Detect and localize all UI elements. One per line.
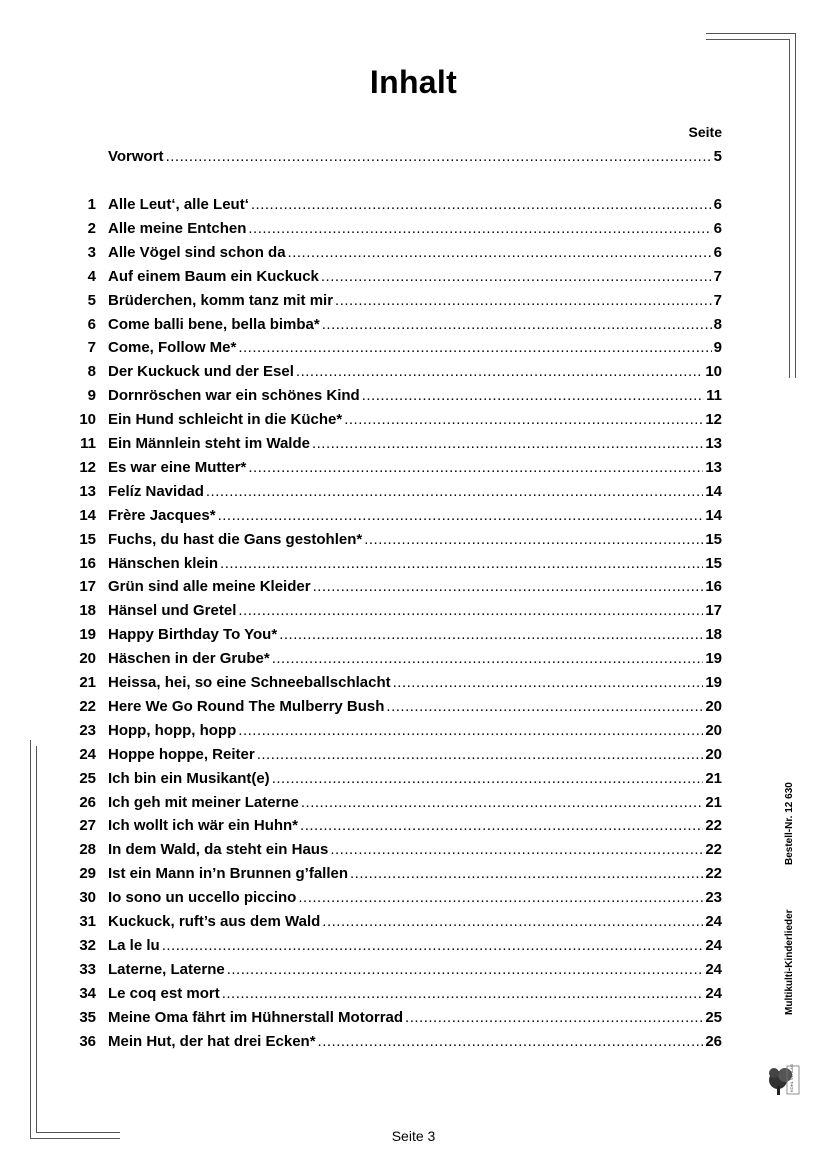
toc-leader-dots <box>335 292 712 309</box>
frame-top-right-horizontal <box>706 33 795 34</box>
toc-page: 6 <box>713 196 722 213</box>
toc-number: 11 <box>80 435 96 452</box>
toc-leader-dots <box>238 602 703 619</box>
toc-number: 26 <box>79 793 96 811</box>
toc-title: Es war eine Mutter* <box>108 458 247 476</box>
toc-leader-dots <box>248 459 703 476</box>
toc-leader-dots <box>330 841 703 858</box>
toc-number: 36 <box>79 1032 96 1050</box>
toc-leader-dots <box>227 961 704 978</box>
toc-page: 25 <box>705 1008 722 1026</box>
toc-page: 14 <box>705 482 722 500</box>
toc-entry <box>70 578 722 598</box>
toc-entry <box>70 961 722 981</box>
toc-title: Hopp, hopp, hopp <box>108 721 237 739</box>
toc-title: Frère Jacques* <box>108 506 216 524</box>
toc-leader-dots <box>279 626 703 643</box>
toc-leader-dots <box>322 316 712 333</box>
toc-entry <box>70 770 722 790</box>
toc-page: 20 <box>705 745 722 763</box>
toc-number: 6 <box>87 315 96 333</box>
toc-leader-dots <box>350 865 703 882</box>
toc-number: 33 <box>79 960 96 978</box>
toc-entry <box>70 913 722 933</box>
toc-entry <box>70 674 722 694</box>
toc-page: 24 <box>705 913 722 930</box>
toc-entry <box>70 937 722 957</box>
toc-leader-dots <box>296 363 703 380</box>
toc-title: Io sono un uccello piccino <box>108 889 297 907</box>
toc-entry <box>70 268 722 288</box>
toc-number: 5 <box>87 291 96 309</box>
toc-title: Auf einem Baum ein Kuckuck <box>108 267 319 285</box>
toc-entry <box>70 602 722 622</box>
toc-leader-dots <box>238 722 703 739</box>
toc-entry <box>70 435 722 455</box>
publisher-logo-icon <box>766 1062 800 1096</box>
toc-number: 31 <box>79 913 96 930</box>
page-footer: Seite 3 <box>391 1128 436 1144</box>
toc-title: Le coq est mort <box>108 984 220 1002</box>
toc-page: 17 <box>705 602 722 620</box>
toc-leader-dots <box>251 196 712 213</box>
toc-title: Heissa, hei, so eine Schneeballschlacht <box>108 674 391 691</box>
toc-entry <box>70 316 722 336</box>
toc-title: Meine Oma fährt im Hühnerstall Motorrad <box>108 1008 404 1026</box>
toc-leader-dots <box>301 794 703 811</box>
toc-entry <box>70 650 722 670</box>
toc-page: 23 <box>705 889 722 907</box>
toc-leader-dots <box>386 698 703 715</box>
toc-entry <box>70 626 722 646</box>
toc-number: 8 <box>87 363 96 381</box>
order-number: Bestell-Nr. 12 630 <box>784 782 795 865</box>
frame-bottom-left-vertical <box>30 740 31 1138</box>
toc-entry <box>70 531 722 551</box>
toc-number: 28 <box>79 841 96 859</box>
toc-leader-dots <box>393 674 704 691</box>
toc-entry <box>70 698 722 718</box>
toc-number: 29 <box>79 865 96 883</box>
toc-leader-dots <box>313 578 704 595</box>
toc-entry <box>70 244 722 264</box>
toc-leader-dots <box>321 268 712 285</box>
toc-leader-dots <box>405 1009 703 1026</box>
toc-entry <box>70 507 722 527</box>
toc-leader-dots <box>344 411 703 428</box>
toc-number: 7 <box>87 339 96 357</box>
toc-entry <box>70 363 722 383</box>
toc-leader-dots <box>298 889 703 906</box>
toc-leader-dots <box>166 148 712 165</box>
toc-title: Ist ein Mann in’n Brunnen g’fallen <box>108 865 349 883</box>
toc-entry <box>70 459 722 479</box>
toc-page: 10 <box>705 363 722 381</box>
toc-page: 26 <box>705 1032 722 1050</box>
toc-title: Ein Männlein steht im Walde <box>108 435 310 452</box>
toc-page: 12 <box>705 411 722 429</box>
toc-number: 15 <box>79 530 96 548</box>
toc-number: 2 <box>87 219 96 237</box>
toc-entry <box>70 220 722 240</box>
toc-title: Dornröschen war ein schönes Kind <box>108 387 360 405</box>
toc-page: 14 <box>705 506 722 524</box>
toc-page: 24 <box>705 984 722 1002</box>
toc-leader-dots <box>318 1033 704 1050</box>
toc-number: 27 <box>79 817 96 835</box>
toc-page: 5 <box>713 148 722 165</box>
toc-entry <box>70 746 722 766</box>
toc-number: 18 <box>79 602 96 620</box>
toc-entry <box>70 841 722 861</box>
toc-title: Brüderchen, komm tanz mit mir <box>108 291 334 309</box>
toc-entry <box>70 889 722 909</box>
toc-entry <box>70 794 722 814</box>
toc-number: 30 <box>79 889 96 907</box>
toc-number: 22 <box>79 697 96 715</box>
toc-title: Ich geh mit meiner Laterne <box>108 793 299 811</box>
frame-bottom-left-vertical-inner <box>36 746 37 1132</box>
toc-leader-dots <box>206 483 703 500</box>
toc-page: 20 <box>705 697 722 715</box>
toc-title: Hänschen klein <box>108 554 219 572</box>
toc-title: Alle meine Entchen <box>108 219 247 237</box>
toc-number: 13 <box>79 482 96 500</box>
page-title: Inhalt <box>369 64 458 100</box>
toc-title: Häschen in der Grube* <box>108 650 270 668</box>
toc-entry <box>70 196 722 216</box>
toc-number: 25 <box>79 769 96 787</box>
toc-leader-dots <box>322 913 703 930</box>
toc-title: Ich wollt ich wär ein Huhn* <box>108 817 299 835</box>
toc-title: Fuchs, du hast die Gans gestohlen* <box>108 530 363 548</box>
toc-title: In dem Wald, da steht ein Haus <box>108 841 329 859</box>
toc-page: 20 <box>705 721 722 739</box>
toc-number: 21 <box>79 674 96 691</box>
toc-number: 20 <box>79 650 96 668</box>
toc-entry <box>70 985 722 1005</box>
toc-leader-dots <box>162 937 704 954</box>
toc-title: Kuckuck, ruft’s aus dem Wald <box>108 913 321 930</box>
toc-title: Alle Vögel sind schon da <box>108 243 286 261</box>
toc-number: 17 <box>79 578 96 596</box>
toc-page: 18 <box>705 626 722 644</box>
toc-page: 6 <box>713 243 722 261</box>
toc-number: 32 <box>79 936 96 954</box>
toc-title: Mein Hut, der hat drei Ecken* <box>108 1032 316 1050</box>
toc-entry <box>70 387 722 407</box>
toc-number: 9 <box>87 387 96 405</box>
toc-title: Come balli bene, bella bimba* <box>108 315 320 333</box>
toc-title: Happy Birthday To You* <box>108 626 278 644</box>
toc-leader-dots <box>220 555 703 572</box>
toc-number: 14 <box>79 506 96 524</box>
toc-entry <box>70 865 722 885</box>
toc-number: 16 <box>79 554 96 572</box>
toc-number: 23 <box>79 721 96 739</box>
toc-page: 13 <box>705 435 722 452</box>
toc-title: Here We Go Round The Mulberry Bush <box>108 697 385 715</box>
toc-leader-dots <box>288 244 712 261</box>
toc-number: 34 <box>79 984 96 1002</box>
toc-title: Hänsel und Gretel <box>108 602 237 620</box>
book-title: Multikulti-Kinderlieder <box>784 909 795 1015</box>
toc-number: 10 <box>79 411 96 429</box>
toc-leader-dots <box>238 339 711 356</box>
toc-page: 22 <box>705 817 722 835</box>
toc-title: Laterne, Laterne <box>108 960 225 978</box>
toc-entry <box>70 722 722 742</box>
toc-entry <box>70 1009 722 1029</box>
toc-page: 15 <box>705 554 722 572</box>
toc-entry <box>70 292 722 312</box>
toc-title: Grün sind alle meine Kleider <box>108 578 311 596</box>
page-column-header: Seite <box>688 124 722 140</box>
toc-number: 4 <box>87 267 96 285</box>
toc-title: Hoppe hoppe, Reiter <box>108 745 255 763</box>
toc-page: 8 <box>713 315 722 333</box>
toc-number: 3 <box>87 243 96 261</box>
toc-page: 9 <box>713 339 722 357</box>
toc-number: 24 <box>79 745 96 763</box>
toc-title: La le lu <box>108 936 160 954</box>
toc-entry <box>70 1033 722 1053</box>
toc-entry <box>70 483 722 503</box>
toc-title: Felíz Navidad <box>108 482 204 500</box>
toc-leader-dots <box>248 220 711 237</box>
toc-title: Vorwort <box>108 148 164 165</box>
toc-title: Der Kuckuck und der Esel <box>108 363 294 381</box>
toc-number: 1 <box>87 196 96 213</box>
toc-leader-dots <box>257 746 704 763</box>
toc-leader-dots <box>300 817 703 834</box>
toc-leader-dots <box>272 650 704 667</box>
toc-title: Alle Leut‘, alle Leut‘ <box>108 196 249 213</box>
toc-page: 7 <box>713 291 722 309</box>
toc-leader-dots <box>218 507 704 524</box>
toc-leader-dots <box>272 770 704 787</box>
toc-title: Come, Follow Me* <box>108 339 237 357</box>
toc-entry <box>70 411 722 431</box>
toc-title: Ich bin ein Musikant(e) <box>108 769 270 787</box>
toc-page: 6 <box>713 219 722 237</box>
toc-number: 35 <box>79 1008 96 1026</box>
toc-leader-dots <box>362 387 704 404</box>
toc-page: 24 <box>705 936 722 954</box>
toc-page: 19 <box>705 674 722 691</box>
toc-title: Ein Hund schleicht in die Küche* <box>108 411 343 429</box>
toc-page: 24 <box>705 960 722 978</box>
toc-number: 19 <box>79 626 96 644</box>
toc-page: 21 <box>705 793 722 811</box>
toc-page: 11 <box>706 387 722 405</box>
toc-leader-dots <box>312 435 703 452</box>
toc-leader-dots <box>222 985 704 1002</box>
toc-page: 21 <box>705 769 722 787</box>
toc-page: 22 <box>705 841 722 859</box>
toc-page: 13 <box>705 458 722 476</box>
toc-preface <box>70 148 722 168</box>
toc-page: 7 <box>713 267 722 285</box>
toc-entry <box>70 339 722 359</box>
toc-entry <box>70 555 722 575</box>
toc-page: 15 <box>705 530 722 548</box>
toc-leader-dots <box>364 531 703 548</box>
toc-number: 12 <box>79 458 96 476</box>
toc-entry <box>70 817 722 837</box>
frame-top-right-horizontal-inner <box>706 39 789 40</box>
toc-page: 16 <box>705 578 722 596</box>
publisher-logo-text: KOHL VERLAG <box>789 1063 794 1092</box>
toc-page: 19 <box>705 650 722 668</box>
toc-page: 22 <box>705 865 722 883</box>
